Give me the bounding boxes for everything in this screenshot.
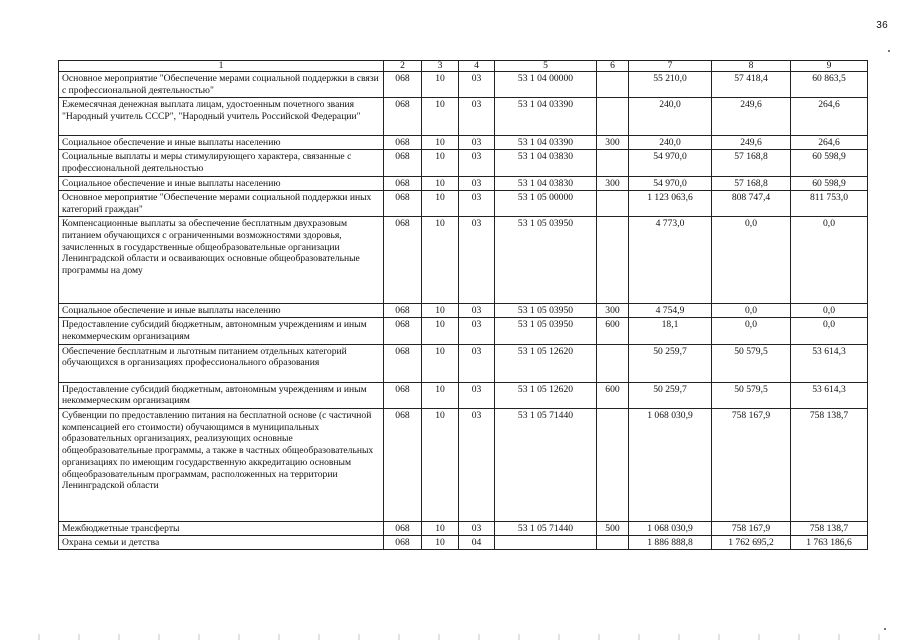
cell-amount-year2: 0,0 xyxy=(712,304,791,318)
table-row xyxy=(59,190,868,216)
cell-subsection: 03 xyxy=(459,190,495,216)
cell-grbs: 068 xyxy=(384,190,422,216)
cell-subsection: 03 xyxy=(459,409,495,522)
cell-subsection: 03 xyxy=(459,304,495,318)
column-header: 5 xyxy=(495,61,597,72)
table-row xyxy=(59,382,868,408)
cell-section: 10 xyxy=(422,382,459,408)
row-name: Предоставление субсидий бюджетным, автономным учреждениям и иным некоммерческим организациям xyxy=(59,318,384,344)
budget-table xyxy=(58,60,868,550)
cell-section: 10 xyxy=(422,136,459,150)
cell-amount-year2: 249,6 xyxy=(712,98,791,136)
row-name: Компенсационные выплаты за обеспечение бесплатным двухразовым питанием обучающихся с ограниченными возможностями здоровья, зачисленных в государственные общеобразовательные организации Ленинградской области и осваивающих основные общеобразовательные программы на дому xyxy=(59,217,384,304)
cell-grbs: 068 xyxy=(384,304,422,318)
column-header: 6 xyxy=(597,61,629,72)
scan-speck xyxy=(888,50,890,52)
column-header: 4 xyxy=(459,61,495,72)
cell-expense-type xyxy=(597,217,629,304)
cell-section: 10 xyxy=(422,176,459,190)
cell-grbs: 068 xyxy=(384,176,422,190)
cell-target-code: 53 1 05 12620 xyxy=(495,344,597,382)
cell-expense-type: 500 xyxy=(597,522,629,536)
cell-section: 10 xyxy=(422,409,459,522)
row-name: Социальные выплаты и меры стимулирующего характера, связанные с профессиональной деятельностью xyxy=(59,150,384,176)
cell-target-code: 53 1 05 03950 xyxy=(495,304,597,318)
row-name: Предоставление субсидий бюджетным, автономным учреждениям и иным некоммерческим организациям xyxy=(59,382,384,408)
cell-amount-year1: 4 754,9 xyxy=(629,304,712,318)
cell-expense-type: 300 xyxy=(597,304,629,318)
cell-amount-year2: 1 762 695,2 xyxy=(712,536,791,550)
cell-amount-year1: 50 259,7 xyxy=(629,344,712,382)
page-number: 36 xyxy=(876,20,888,31)
cell-target-code: 53 1 05 12620 xyxy=(495,382,597,408)
cell-amount-year1: 1 123 063,6 xyxy=(629,190,712,216)
column-header: 7 xyxy=(629,61,712,72)
cell-section: 10 xyxy=(422,98,459,136)
table-row xyxy=(59,522,868,536)
cell-amount-year1: 240,0 xyxy=(629,98,712,136)
cell-amount-year1: 54 970,0 xyxy=(629,176,712,190)
cell-subsection: 03 xyxy=(459,522,495,536)
cell-target-code: 53 1 04 03830 xyxy=(495,150,597,176)
table-row xyxy=(59,304,868,318)
cell-amount-year3: 758 138,7 xyxy=(791,522,868,536)
table-row xyxy=(59,98,868,136)
cell-section: 10 xyxy=(422,190,459,216)
cell-amount-year2: 249,6 xyxy=(712,136,791,150)
column-number-row xyxy=(59,61,868,72)
cell-subsection: 03 xyxy=(459,136,495,150)
column-header: 1 xyxy=(59,61,384,72)
budget-table-container xyxy=(58,60,867,550)
cell-expense-type xyxy=(597,72,629,98)
table-row xyxy=(59,409,868,522)
cell-amount-year3: 0,0 xyxy=(791,318,868,344)
cell-subsection: 03 xyxy=(459,318,495,344)
cell-expense-type xyxy=(597,344,629,382)
table-row xyxy=(59,176,868,190)
cell-amount-year1: 54 970,0 xyxy=(629,150,712,176)
table-row xyxy=(59,136,868,150)
row-name: Основное мероприятие "Обеспечение мерами социальной поддержки иных категорий граждан" xyxy=(59,190,384,216)
cell-target-code: 53 1 04 03390 xyxy=(495,98,597,136)
cell-amount-year3: 53 614,3 xyxy=(791,382,868,408)
cell-subsection: 04 xyxy=(459,536,495,550)
cell-amount-year1: 1 068 030,9 xyxy=(629,409,712,522)
cell-amount-year1: 1 068 030,9 xyxy=(629,522,712,536)
cell-amount-year3: 264,6 xyxy=(791,136,868,150)
cell-grbs: 068 xyxy=(384,150,422,176)
cell-subsection: 03 xyxy=(459,344,495,382)
table-row xyxy=(59,72,868,98)
cell-grbs: 068 xyxy=(384,98,422,136)
cell-grbs: 068 xyxy=(384,522,422,536)
cell-target-code: 53 1 05 03950 xyxy=(495,318,597,344)
cell-amount-year1: 240,0 xyxy=(629,136,712,150)
cell-amount-year3: 60 598,9 xyxy=(791,150,868,176)
cell-grbs: 068 xyxy=(384,136,422,150)
cell-expense-type: 300 xyxy=(597,176,629,190)
cell-section: 10 xyxy=(422,536,459,550)
cell-target-code: 53 1 04 00000 xyxy=(495,72,597,98)
cell-subsection: 03 xyxy=(459,150,495,176)
cell-amount-year1: 50 259,7 xyxy=(629,382,712,408)
cell-amount-year3: 758 138,7 xyxy=(791,409,868,522)
cell-subsection: 03 xyxy=(459,176,495,190)
column-header: 2 xyxy=(384,61,422,72)
cell-target-code: 53 1 05 03950 xyxy=(495,217,597,304)
cell-grbs: 068 xyxy=(384,318,422,344)
cell-amount-year2: 808 747,4 xyxy=(712,190,791,216)
cell-amount-year3: 60 863,5 xyxy=(791,72,868,98)
cell-amount-year3: 264,6 xyxy=(791,98,868,136)
cell-expense-type: 300 xyxy=(597,136,629,150)
column-header: 8 xyxy=(712,61,791,72)
cell-expense-type xyxy=(597,98,629,136)
cell-grbs: 068 xyxy=(384,72,422,98)
cell-amount-year1: 4 773,0 xyxy=(629,217,712,304)
cell-subsection: 03 xyxy=(459,72,495,98)
cell-amount-year2: 0,0 xyxy=(712,318,791,344)
cell-section: 10 xyxy=(422,150,459,176)
scan-edge-artifact xyxy=(0,634,905,640)
row-name: Социальное обеспечение и иные выплаты населению xyxy=(59,176,384,190)
cell-amount-year2: 57 168,8 xyxy=(712,150,791,176)
cell-subsection: 03 xyxy=(459,382,495,408)
cell-expense-type: 600 xyxy=(597,318,629,344)
cell-expense-type xyxy=(597,190,629,216)
row-name: Основное мероприятие "Обеспечение мерами социальной поддержки в связи с профессиональной деятельностью" xyxy=(59,72,384,98)
cell-expense-type xyxy=(597,536,629,550)
cell-subsection: 03 xyxy=(459,98,495,136)
cell-amount-year1: 1 886 888,8 xyxy=(629,536,712,550)
scan-speck xyxy=(884,628,886,630)
cell-amount-year2: 50 579,5 xyxy=(712,382,791,408)
cell-grbs: 068 xyxy=(384,217,422,304)
column-header: 3 xyxy=(422,61,459,72)
cell-section: 10 xyxy=(422,304,459,318)
cell-grbs: 068 xyxy=(384,382,422,408)
row-name: Социальное обеспечение и иные выплаты населению xyxy=(59,304,384,318)
cell-section: 10 xyxy=(422,344,459,382)
cell-section: 10 xyxy=(422,318,459,344)
row-name: Обеспечение бесплатным и льготным питанием отдельных категорий обучающихся в организациях профессионального образования xyxy=(59,344,384,382)
cell-grbs: 068 xyxy=(384,344,422,382)
row-name: Субвенции по предоставлению питания на бесплатной основе (с частичной компенсацией его стоимости) обучающимся в муниципальных образовательных организациях, реализующих основные общеобразовательные программы, а также в частных общеобразовательных организациях по имеющим государственную аккредитацию основным общеобразовательным программам, расположенных на территории Ленинградской области xyxy=(59,409,384,522)
cell-amount-year2: 50 579,5 xyxy=(712,344,791,382)
cell-grbs: 068 xyxy=(384,409,422,522)
cell-target-code: 53 1 04 03390 xyxy=(495,136,597,150)
cell-amount-year2: 758 167,9 xyxy=(712,522,791,536)
cell-amount-year1: 18,1 xyxy=(629,318,712,344)
cell-grbs: 068 xyxy=(384,536,422,550)
cell-amount-year3: 53 614,3 xyxy=(791,344,868,382)
cell-amount-year2: 758 167,9 xyxy=(712,409,791,522)
cell-target-code: 53 1 05 00000 xyxy=(495,190,597,216)
cell-amount-year3: 811 753,0 xyxy=(791,190,868,216)
table-row xyxy=(59,318,868,344)
cell-amount-year2: 57 168,8 xyxy=(712,176,791,190)
column-header: 9 xyxy=(791,61,868,72)
row-name: Социальное обеспечение и иные выплаты населению xyxy=(59,136,384,150)
cell-expense-type xyxy=(597,409,629,522)
cell-amount-year3: 1 763 186,6 xyxy=(791,536,868,550)
cell-amount-year3: 60 598,9 xyxy=(791,176,868,190)
cell-subsection: 03 xyxy=(459,217,495,304)
cell-target-code: 53 1 05 71440 xyxy=(495,522,597,536)
cell-section: 10 xyxy=(422,72,459,98)
row-name: Ежемесячная денежная выплата лицам, удостоенным почетного звания "Народный учитель СССР", "Народный учитель Российской Федерации" xyxy=(59,98,384,136)
cell-section: 10 xyxy=(422,522,459,536)
cell-amount-year3: 0,0 xyxy=(791,217,868,304)
table-row xyxy=(59,344,868,382)
table-row xyxy=(59,150,868,176)
cell-target-code xyxy=(495,536,597,550)
cell-amount-year1: 55 210,0 xyxy=(629,72,712,98)
table-row xyxy=(59,217,868,304)
cell-amount-year3: 0,0 xyxy=(791,304,868,318)
row-name: Межбюджетные трансферты xyxy=(59,522,384,536)
cell-target-code: 53 1 05 71440 xyxy=(495,409,597,522)
cell-section: 10 xyxy=(422,217,459,304)
table-row xyxy=(59,536,868,550)
cell-expense-type: 600 xyxy=(597,382,629,408)
cell-amount-year2: 0,0 xyxy=(712,217,791,304)
cell-expense-type xyxy=(597,150,629,176)
row-name: Охрана семьи и детства xyxy=(59,536,384,550)
cell-amount-year2: 57 418,4 xyxy=(712,72,791,98)
cell-target-code: 53 1 04 03830 xyxy=(495,176,597,190)
